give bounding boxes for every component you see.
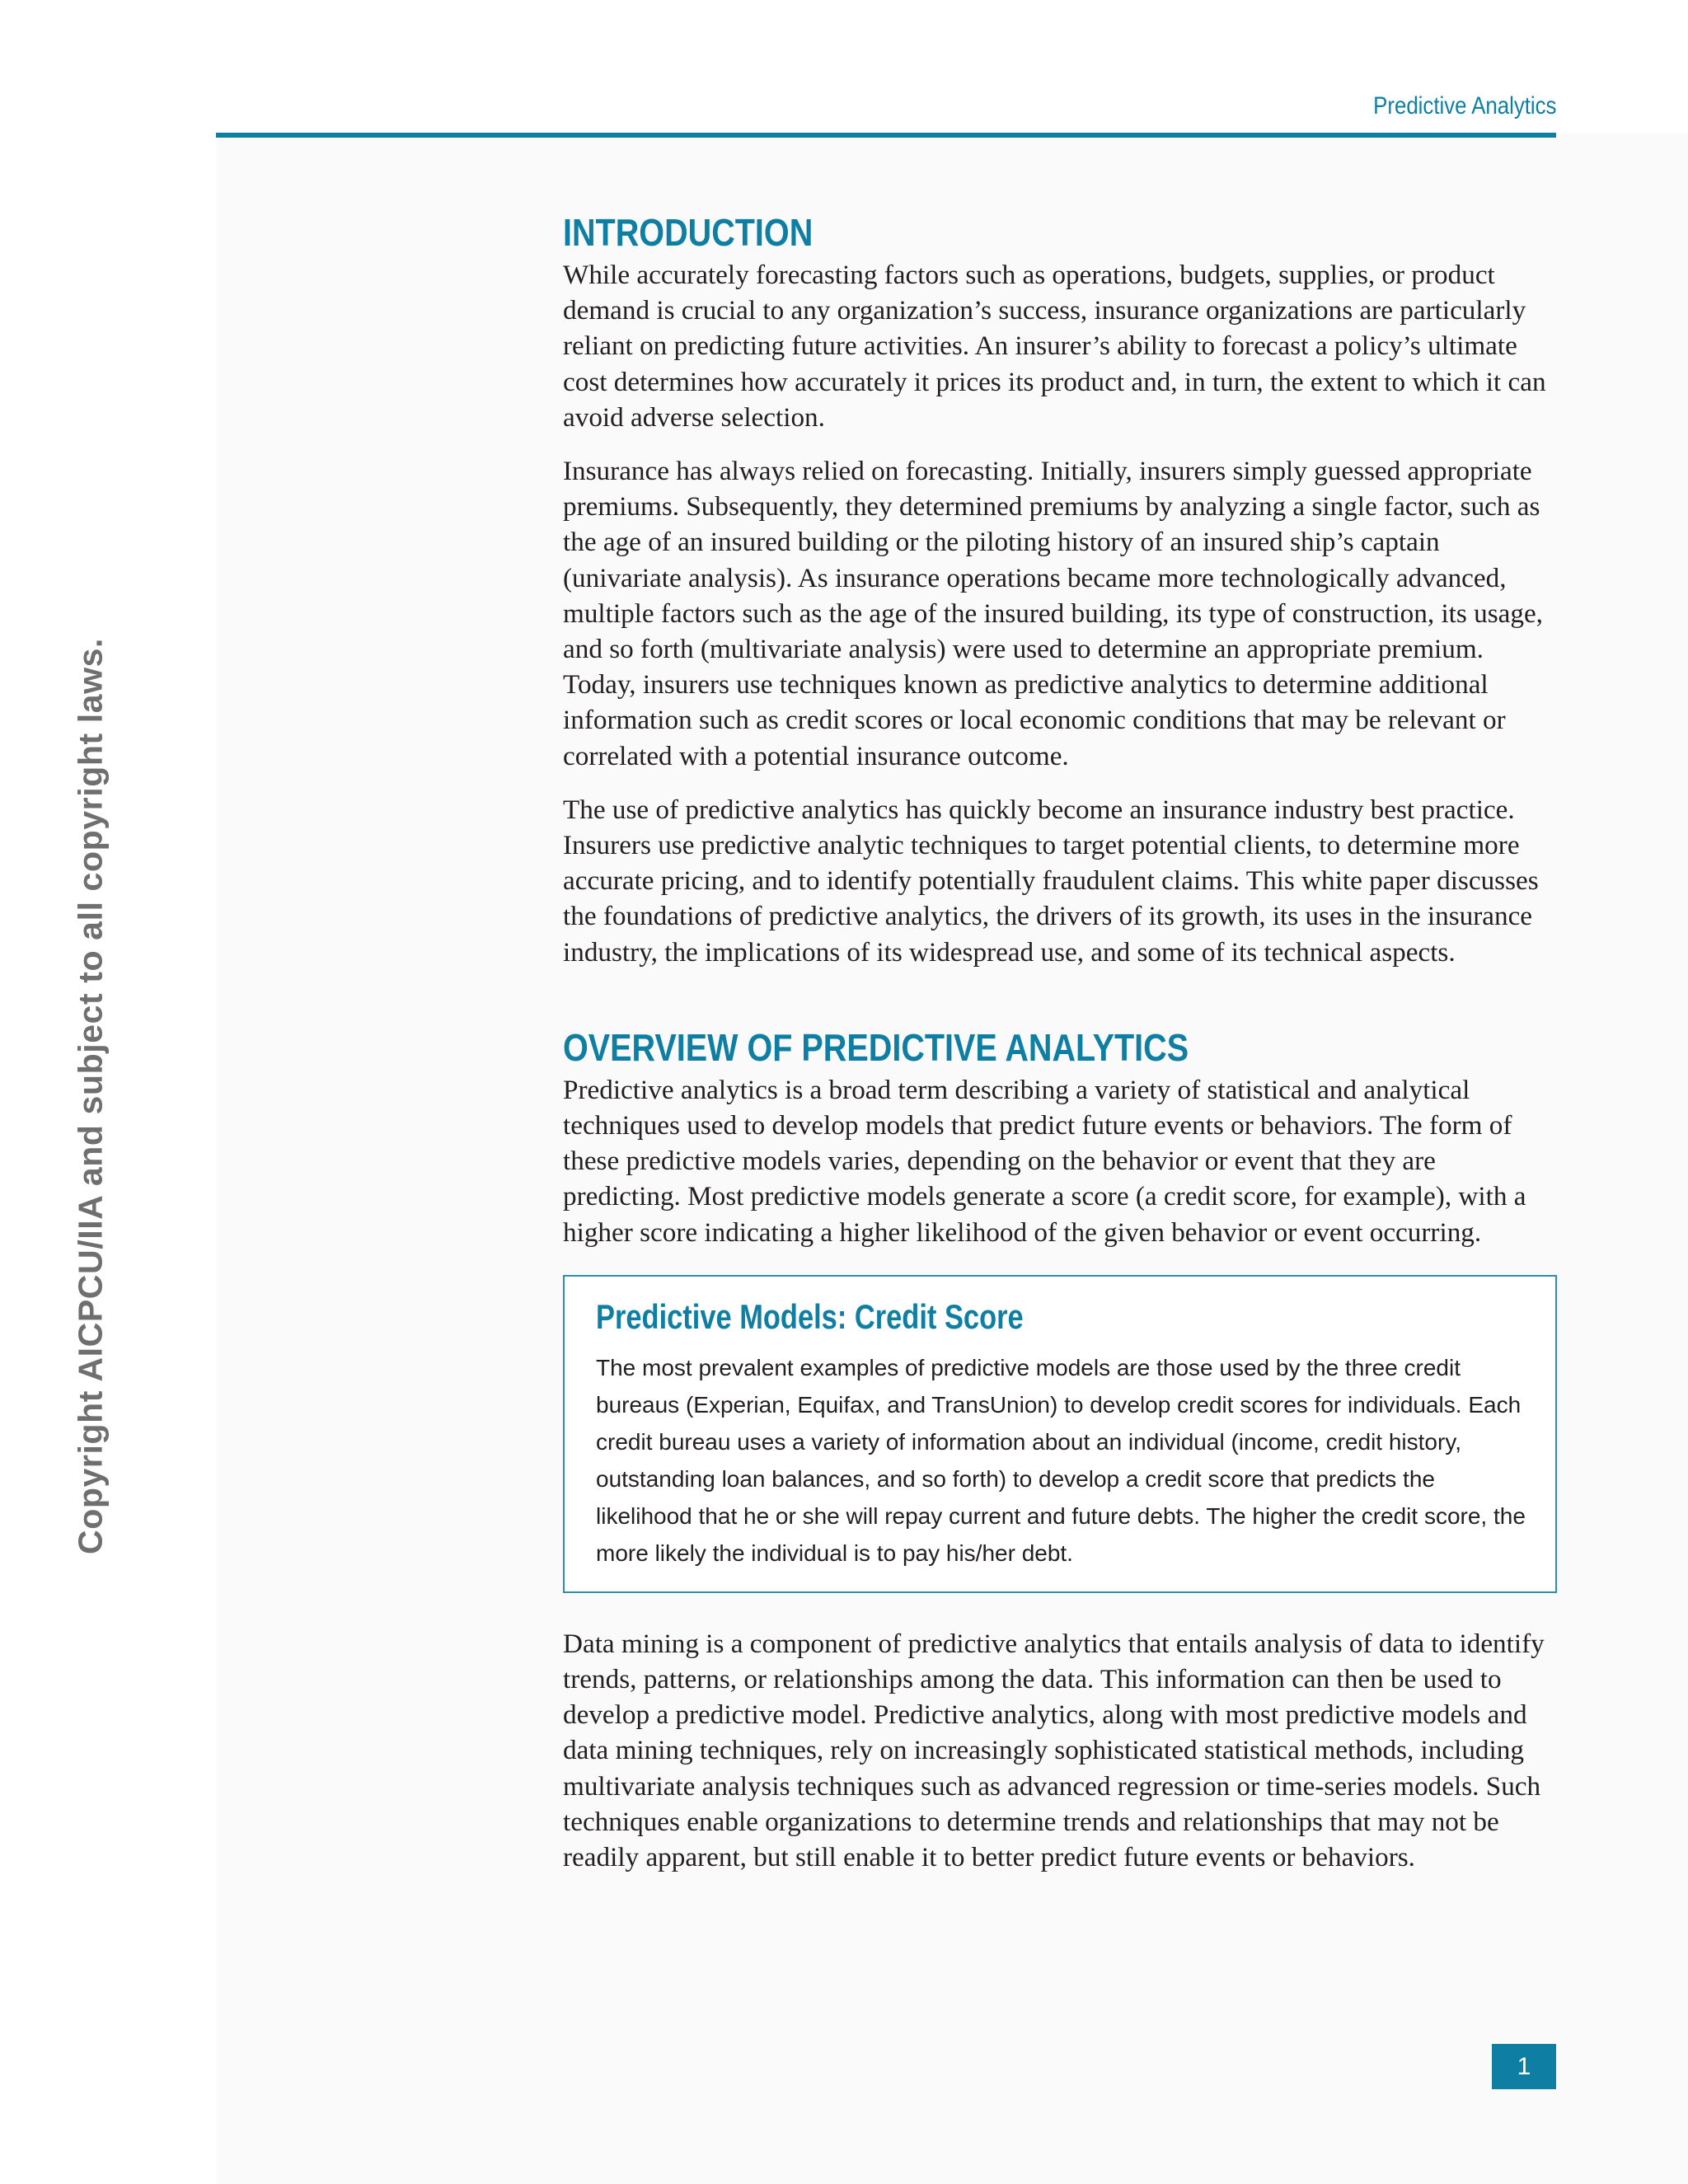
credit-score-callout-box — [563, 1275, 1557, 1593]
callout-text: The most prevalent examples of predictive models are those used by the three credit bureaus (Experian, Equifax, and TransUnion) to develop credit scores for individuals. Each credit bureau uses a variety of information about an individual (income, credit history, outstanding loan balances, and so forth) to develop a credit score that predicts the likelihood that he or she will repay current and future debts. The higher the credit score, the more likely the individual is to pay his/her debt. — [596, 1354, 1526, 1566]
intro-paragraph-3: The use of predictive analytics has quickly become an insurance industry best practice. Insurers use predictive analytic techniques to target potential clients, to determine more accurate pricing, and to identify potentially fraudulent claims. This white paper discusses the foundations of predictive analytics, the drivers of its growth, its uses in the insurance industry, the implications of its widespread use, and some of its technical aspects. — [563, 794, 1539, 968]
copyright-notice: Copyright AICPCU/IIA and subject to all copyright laws. — [71, 637, 110, 1555]
intro-paragraph-2: Insurance has always relied on forecasting. Initially, insurers simply guessed appropriate premiums. Subsequently, they determined premiums by analyzing a single factor, such as the age of an insured building or the piloting history of an insured ship’s captain (univariate analysis). As insurance operations became more technologically advanced, multiple factors such as the age of the insured building, its type of construction, its usage, and so forth (multivariate analysis) were used to determine an appropriate premium. Today, insurers use techniques known as predictive analytics to determine additional information such as credit scores or local economic conditions that may be relevant or correlated with a potential insurance outcome. — [563, 456, 1543, 771]
header-rule — [216, 133, 1556, 138]
section-heading-introduction: INTRODUCTION — [563, 211, 814, 254]
main-content — [563, 208, 1557, 1893]
running-header: Predictive Analytics — [1372, 92, 1556, 120]
overview-paragraph-2: Data mining is a component of predictive analytics that entails analysis of data to identify trends, patterns, or relationships among the data. This information can then be used to develop a predictive model. Predictive analytics, along with most predictive models and data mining techniques, rely on increasingly sophisticated statistical methods, including multivariate analysis techniques such as advanced regression or time-series models. Such techniques enable organizations to determine trends and relationships that may not be readily apparent, but still enable it to better predict future events or behaviors. — [563, 1628, 1545, 1873]
intro-paragraph-1: While accurately forecasting factors such as operations, budgets, supplies, or product demand is crucial to any organization’s success, insurance organizations are particularly reliant on predicting future activities. An insurer’s ability to forecast a policy’s ultimate cost determines how accurately it prices its product and, in turn, the extent to which it can avoid adverse selection. — [563, 260, 1546, 433]
page-number-badge: 1 — [1492, 2044, 1556, 2089]
overview-paragraph-1: Predictive analytics is a broad term describing a variety of statistical and analytical techniques used to develop models that predict future events or behaviors. The form of these predictive models varies, depending on the behavior or event that they are predicting. Most predictive models generate a score (a credit score, for example), with a higher score indicating a higher likelihood of the given behavior or event occurring. — [563, 1074, 1526, 1248]
callout-title: Predictive Models: Credit Score — [596, 1296, 1024, 1336]
section-heading-overview: OVERVIEW OF PREDICTIVE ANALYTICS — [563, 1025, 1189, 1069]
